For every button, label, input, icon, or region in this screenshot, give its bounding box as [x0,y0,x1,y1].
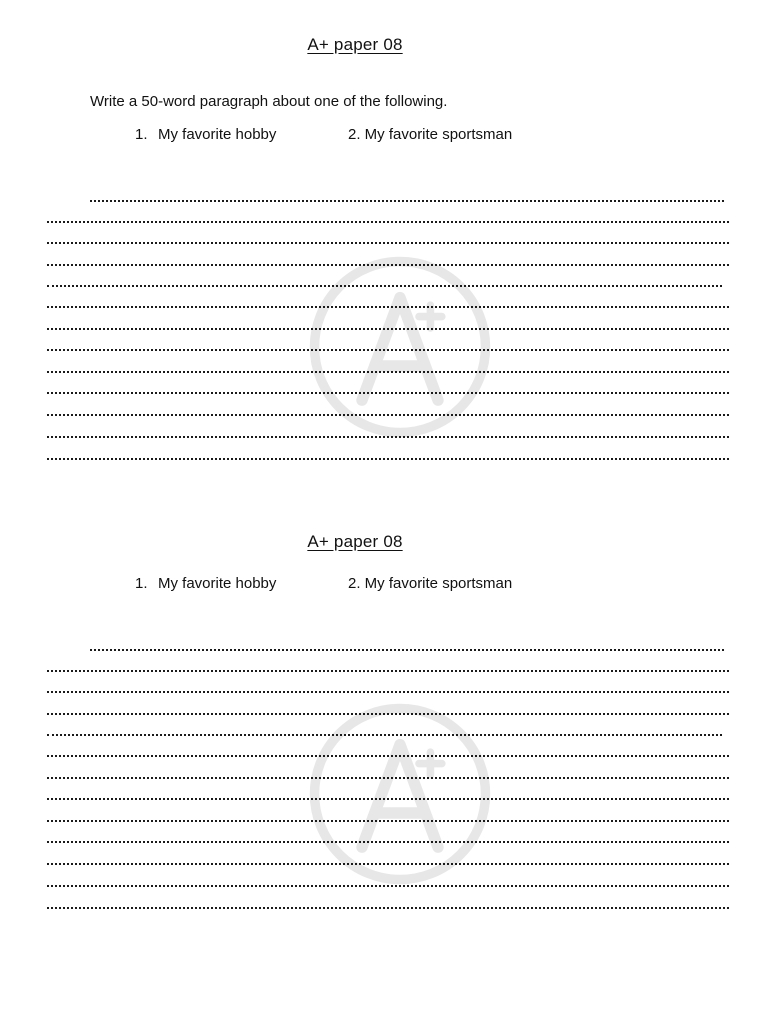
writing-line[interactable] [47,242,729,244]
option-2-text: 2. My favorite sportsman [348,575,513,592]
a-plus-watermark-icon [305,699,495,889]
writing-line[interactable] [47,691,729,693]
writing-line[interactable] [47,285,722,287]
writing-instruction: Write a 50-word paragraph about one of the following. [90,93,448,110]
writing-line[interactable] [47,349,729,351]
option-2-text: 2. My favorite sportsman [348,126,513,143]
writing-line[interactable] [47,670,729,672]
writing-line[interactable] [47,328,729,330]
writing-line[interactable] [47,863,729,865]
writing-line[interactable] [47,458,729,460]
writing-line[interactable] [47,264,729,266]
topic-options [135,575,513,592]
option-1-text: My favorite hobby [158,575,277,592]
writing-line[interactable] [90,200,724,202]
writing-line[interactable] [47,371,729,373]
option-1-text: My favorite hobby [158,126,277,143]
page-title: A+ paper 08 [307,532,403,551]
writing-line[interactable] [47,436,729,438]
topic-options [135,126,513,143]
writing-line[interactable] [47,713,729,715]
writing-line[interactable] [47,221,729,223]
writing-line[interactable] [47,907,729,909]
writing-line[interactable] [47,798,729,800]
writing-line[interactable] [47,820,729,822]
writing-line[interactable] [47,777,729,779]
writing-line[interactable] [47,414,729,416]
writing-line[interactable] [47,841,729,843]
writing-line[interactable] [90,649,724,651]
writing-line[interactable] [47,755,729,757]
option-1-number: 1. [135,575,148,592]
writing-line[interactable] [47,306,729,308]
writing-line[interactable] [47,392,729,394]
option-1-number: 1. [135,126,148,143]
page-title: A+ paper 08 [307,35,403,54]
writing-line[interactable] [47,734,722,736]
writing-line[interactable] [47,885,729,887]
